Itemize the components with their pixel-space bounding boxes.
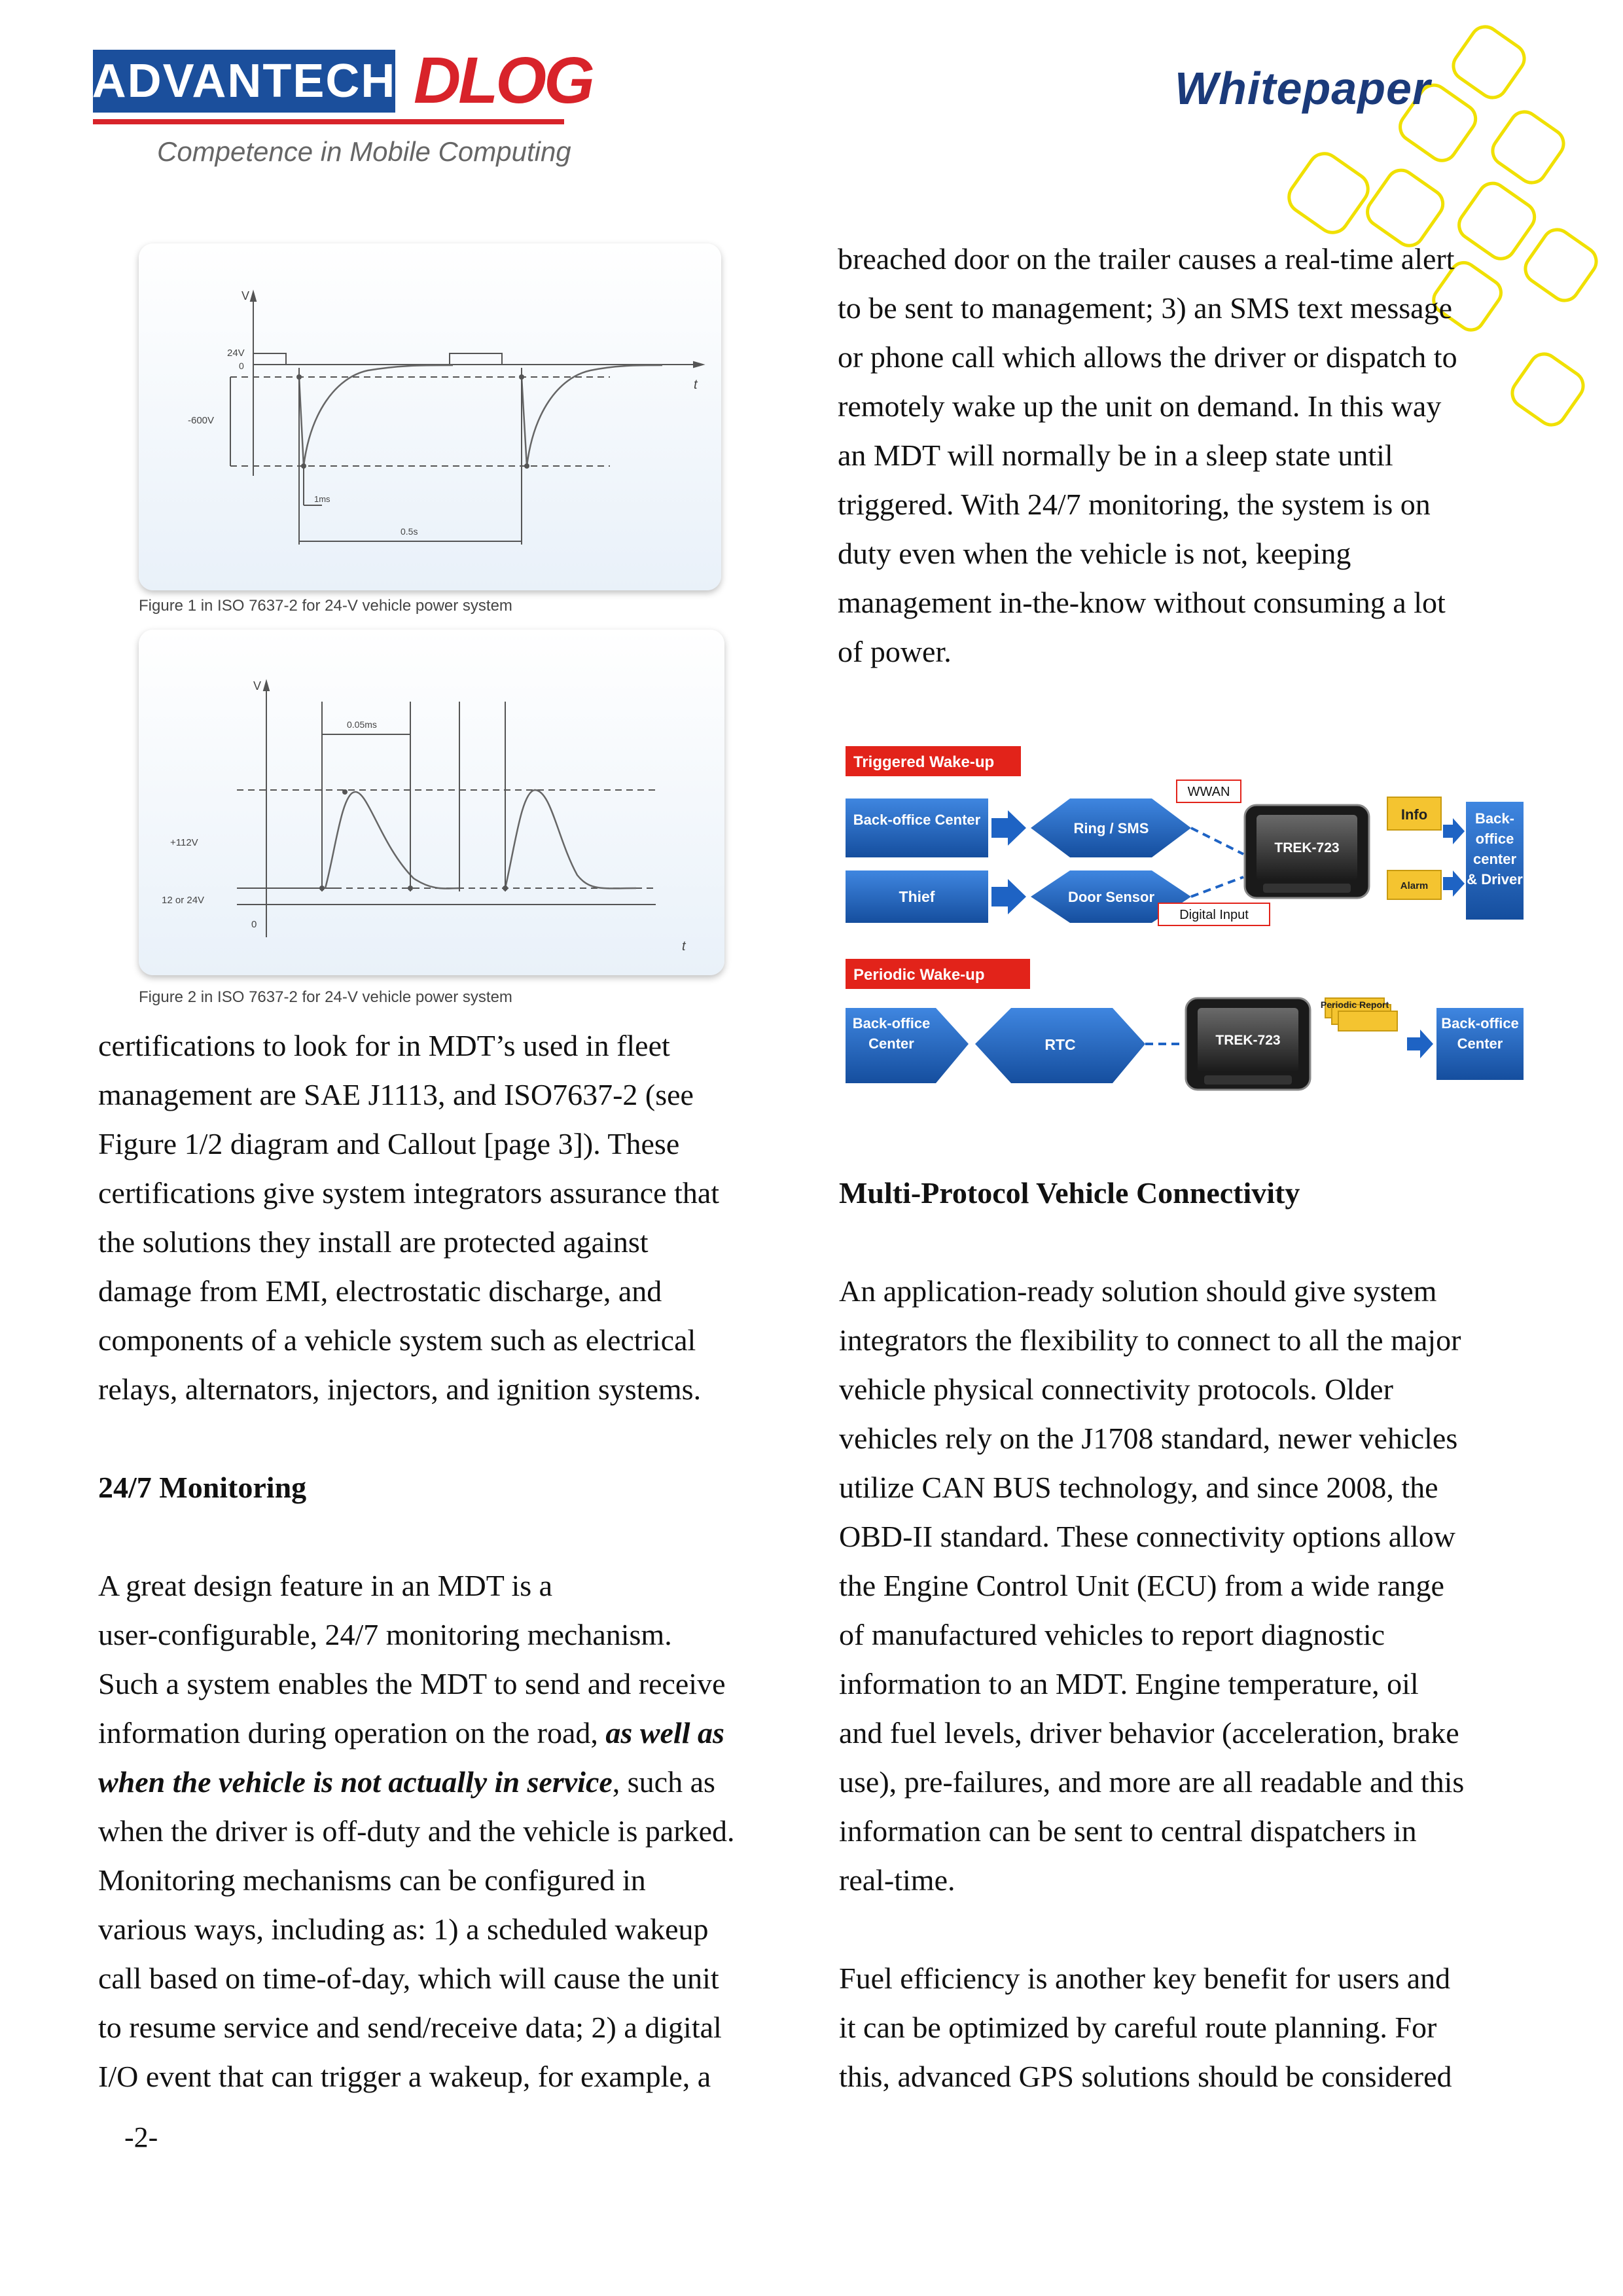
text-line: of manufactured vehicles to report diagnostic <box>839 1618 1385 1651</box>
arrow-icon <box>991 810 1026 846</box>
advantech-logo: ADVANTECH <box>93 50 395 113</box>
emphasis-text: when the vehicle is not actually in service <box>98 1765 613 1799</box>
fig2-005ms-label: 0.05ms <box>347 719 377 730</box>
text-line: triggered. With 24/7 monitoring, the system is on <box>838 488 1431 521</box>
text-line: A great design feature in an MDT is a <box>98 1569 553 1602</box>
emphasis-text: as well as <box>605 1716 724 1749</box>
text-line: damage from EMI, electrostatic discharge, and <box>98 1274 662 1308</box>
text-line: Monitoring mechanisms can be configured in <box>98 1863 646 1897</box>
section-heading-connectivity: Multi-Protocol Vehicle Connectivity <box>839 1176 1300 1210</box>
text-line: or phone call which allows the driver or dispatch to <box>838 340 1457 374</box>
backoffice-center-label: Back-office Center <box>853 812 981 828</box>
text-line: components of a vehicle system such as electrical <box>98 1323 696 1357</box>
door-sensor-label: Door Sensor <box>1067 889 1155 905</box>
text-line: relays, alternators, injectors, and ignition systems. <box>98 1372 702 1406</box>
text-line: An application-ready solution should give system <box>839 1274 1437 1308</box>
arrow-icon <box>1443 870 1465 897</box>
text-line: of power. <box>838 635 952 668</box>
text-line: call based on time-of-day, which will cause the unit <box>98 1962 719 1995</box>
tagline: Competence in Mobile Computing <box>157 136 571 167</box>
text-line: various ways, including as: 1) a scheduled wakeup <box>98 1912 709 1946</box>
fig2-112v-label: +112V <box>170 837 198 848</box>
figure2-caption: Figure 2 in ISO 7637-2 for 24-V vehicle power system <box>139 988 512 1006</box>
figure1-caption: Figure 1 in ISO 7637-2 for 24-V vehicle power system <box>139 597 512 615</box>
text-span: , such as <box>612 1765 715 1799</box>
text-line: vehicle physical connectivity protocols. Older <box>839 1372 1393 1406</box>
arrow-icon <box>1443 818 1465 844</box>
text-line: Fuel efficiency is another key benefit for users and <box>839 1962 1451 1995</box>
text-line: vehicles rely on the J1708 standard, newer vehicles <box>839 1422 1458 1455</box>
fig1-24v-label: 24V <box>227 348 245 359</box>
wakeup-diagram <box>844 740 1525 1093</box>
text-line: breached door on the trailer causes a real-time alert <box>838 242 1455 276</box>
text-line: an MDT will normally be in a sleep state until <box>838 439 1393 472</box>
document-type-label: Whitepaper <box>1175 63 1431 114</box>
text-line: and fuel levels, driver behavior (acceleration, brake <box>839 1716 1459 1749</box>
digital-input-label: Digital Input <box>1179 908 1249 922</box>
fig2-v-label: V <box>253 679 262 692</box>
fig1-05s-label: 0.5s <box>401 526 418 537</box>
text-line <box>98 1757 812 1806</box>
left-column <box>98 1021 812 2101</box>
figure1-waveform <box>139 243 721 590</box>
rtc-label: RTC <box>1044 1036 1076 1053</box>
section-heading-monitoring: 24/7 Monitoring <box>98 1471 307 1504</box>
text-line: OBD-II standard. These connectivity options allow <box>839 1520 1455 1553</box>
ring-sms-label: Ring / SMS <box>1073 820 1149 836</box>
text-line: to be sent to management; 3) an SMS text message <box>838 291 1452 325</box>
text-line <box>98 1708 812 1757</box>
periodic-wakeup-title: Periodic Wake-up <box>853 966 985 984</box>
fig1-600v-label: -600V <box>188 415 215 426</box>
text-line: certifications to look for in MDT’s used in fleet <box>98 1029 670 1062</box>
text-line: use), pre-failures, and more are all readable and this <box>839 1765 1465 1799</box>
arrow-icon <box>1407 1030 1433 1058</box>
trek723-label: TREK-723 <box>1274 840 1340 855</box>
text-line: remotely wake up the unit on demand. In this way <box>838 389 1442 423</box>
text-line: it can be optimized by careful route planning. For <box>839 2011 1437 2044</box>
text-span: information during operation on the road, <box>98 1716 606 1749</box>
text-line: real-time. <box>839 1863 955 1897</box>
trek723-periodic-label: TREK-723 <box>1215 1033 1281 1048</box>
backoffice-center-box <box>846 798 988 857</box>
destination-triggered-label: Back-office center & Driver <box>1467 810 1523 888</box>
text-line: I/O event that can trigger a wakeup, for example, a <box>98 2060 711 2093</box>
right-top-paragraph <box>838 234 1564 676</box>
text-line: management in-the-know without consuming a lot <box>838 586 1446 619</box>
text-line: to resume service and send/receive data; 2) a digital <box>98 2011 722 2044</box>
back-office-center-source-label: Back-office Center <box>852 1015 931 1052</box>
destination-periodic-label: Back-office Center <box>1441 1015 1519 1052</box>
text-line: information to an MDT. Engine temperature, oil <box>839 1667 1419 1700</box>
periodic-report-stack <box>1338 1011 1397 1031</box>
fig2-t-label: t <box>682 939 686 954</box>
thief-label: Thief <box>899 888 935 905</box>
fig2-12or24v-label: 12 or 24V <box>162 895 205 906</box>
fig1-v-label: V <box>241 289 250 302</box>
periodic-report-label: Periodic Report <box>1320 999 1389 1010</box>
text-line: integrators the flexibility to connect to all the major <box>839 1323 1461 1357</box>
text-line: utilize CAN BUS technology, and since 2008, the <box>839 1471 1438 1504</box>
info-label: Info <box>1400 806 1428 823</box>
fig2-zero-label: 0 <box>251 919 257 930</box>
fig1-zero-label: 0 <box>239 361 244 371</box>
arrow-icon <box>991 879 1026 914</box>
text-line: Figure 1/2 diagram and Callout [page 3]). These <box>98 1127 680 1160</box>
triggered-wakeup-title: Triggered Wake-up <box>853 753 995 771</box>
text-line: user-configurable, 24/7 monitoring mechanism. <box>98 1618 672 1651</box>
text-line: Such a system enables the MDT to send and receive <box>98 1667 726 1700</box>
page-number: -2- <box>124 2121 158 2153</box>
logo-divider <box>93 119 564 124</box>
right-column <box>839 1168 1565 2101</box>
alarm-label: Alarm <box>1400 880 1429 891</box>
fig1-1ms-label: 1ms <box>314 494 330 504</box>
text-line: duty even when the vehicle is not, keeping <box>838 537 1351 570</box>
text-line: information can be sent to central dispatchers in <box>839 1814 1417 1848</box>
text-line: management are SAE J1113, and ISO7637-2 (see <box>98 1078 694 1111</box>
figure2-waveform <box>139 630 724 975</box>
text-line: when the driver is off-duty and the vehicle is parked. <box>98 1814 735 1848</box>
dlog-logo: DLOG <box>414 44 592 117</box>
text-line: this, advanced GPS solutions should be considered <box>839 2060 1452 2093</box>
text-line: certifications give system integrators assurance that <box>98 1176 720 1210</box>
wwan-label: WWAN <box>1187 785 1230 799</box>
text-line: the solutions they install are protected against <box>98 1225 649 1259</box>
text-line: the Engine Control Unit (ECU) from a wide range <box>839 1569 1444 1602</box>
fig1-t-label: t <box>694 378 698 392</box>
